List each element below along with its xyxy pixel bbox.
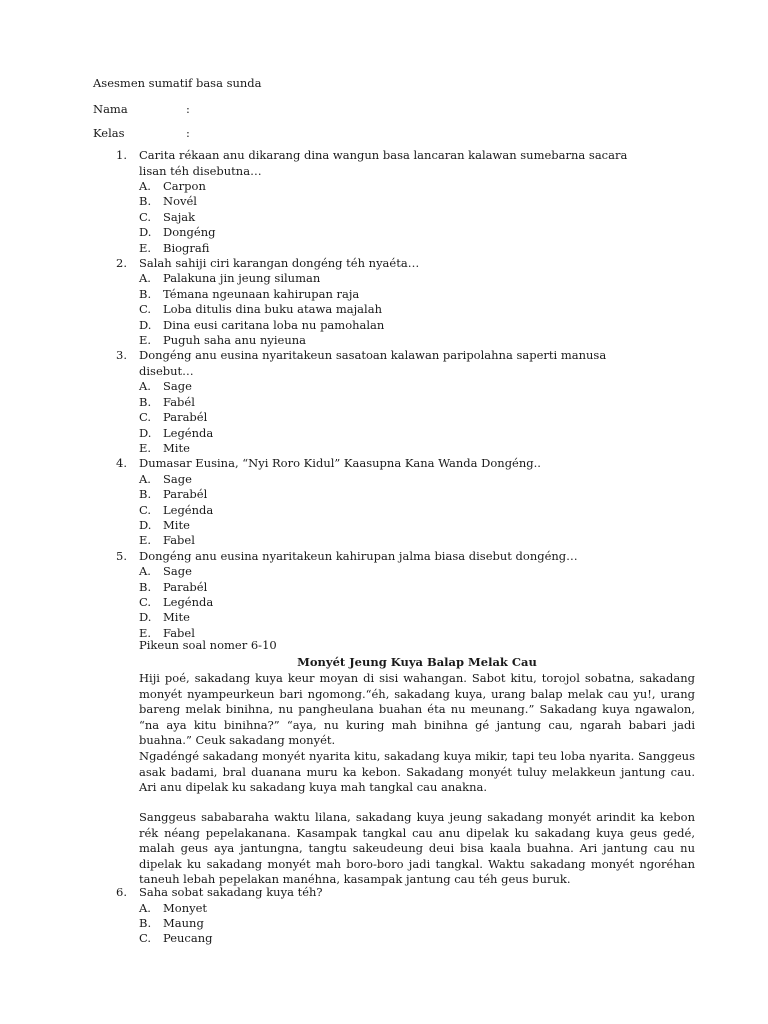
option-text: Loba ditulis dina buku atawa majalah	[163, 302, 382, 317]
option	[139, 333, 768, 348]
question-4	[0, 456, 768, 548]
option-text: Maung	[163, 915, 204, 930]
option-text: Dongéng	[163, 225, 216, 240]
option-text: Fabel	[163, 625, 195, 640]
story-paragraph: Ngadéngé sakadang monyét nyarita kitu, sakadang kuya mikir, tapi teu loba nyarita. Sanggeus asak badami, bral duanana muru ka kebon. Sakadang monyét tuluy melakkeun jantung cau. Ari anu dipelak ku sakadang kuya mah tangkal cau anakna.	[139, 749, 695, 795]
option-letter: B.	[139, 286, 152, 301]
option-text: Sajak	[163, 209, 196, 224]
option-letter: B.	[139, 194, 152, 209]
option-letter: C.	[139, 931, 152, 946]
option	[139, 503, 768, 518]
option-letter: C.	[139, 502, 152, 517]
option-letter: B.	[139, 487, 152, 502]
option	[139, 271, 768, 286]
option	[139, 472, 768, 487]
option-text: Fabel	[163, 533, 195, 548]
story-title: Monyét Jeung Kuya Balap Melak Cau	[297, 655, 537, 669]
option-letter: A.	[139, 564, 151, 579]
question-text: Carita rékaan anu dikarang dina wangun basa lancaran kalawan sumebarna sacara lisan téh disebutna…	[139, 148, 628, 178]
option-text: Biografi	[163, 240, 210, 255]
option-text: Legénda	[163, 502, 214, 517]
option-text: Palakuna jin jeung siluman	[163, 271, 321, 286]
option	[139, 487, 768, 502]
option-letter: B.	[139, 579, 152, 594]
option	[139, 395, 768, 410]
option-letter: B.	[139, 915, 152, 930]
option-letter: E.	[139, 533, 152, 548]
name-colon: :	[186, 102, 190, 116]
option	[139, 318, 768, 333]
option-letter: A.	[139, 471, 151, 486]
name-field	[93, 102, 190, 116]
option-text: Sage	[163, 379, 192, 394]
question-1	[0, 148, 768, 256]
question-number: 2.	[116, 255, 127, 270]
class-field	[93, 126, 190, 140]
question-text: Dongéng anu eusina nyaritakeun sasatoan kalawan paripolahna saperti manusa disebut…	[139, 348, 607, 378]
option-letter: B.	[139, 394, 152, 409]
option-text: Parabél	[163, 410, 208, 425]
question-number: 5.	[116, 548, 127, 563]
option-letter: C.	[139, 410, 152, 425]
question-text: Salah sahiji ciri karangan dongéng téh nyaéta…	[139, 255, 420, 270]
option	[139, 210, 768, 225]
option-letter: A.	[139, 900, 151, 915]
option	[139, 241, 768, 256]
option-letter: D.	[139, 317, 152, 332]
story-paragraph: Sanggeus sababaraha waktu lilana, sakadang kuya jeung sakadang monyét arindit ka kebon rék néang pepelakanana. Kasampak tangkal cau anu dipelak ku sakadang kuya geus gedé, malah geus aya jantungna, tangtu sakeudeung deui bisa kaala buahna. Ari jantung cau nu dipelak ku sakadang monyét mah boro-boro jadi tangkal. Waktu sakadang monyét ngoréhan taneuh lebah pepelakan manéhna, kasampak jantung cau téh geus buruk.	[139, 810, 695, 887]
option	[139, 916, 768, 931]
option-text: Legénda	[163, 595, 214, 610]
option	[139, 179, 768, 194]
name-label: Nama	[93, 102, 128, 116]
question-number: 1.	[116, 148, 127, 162]
option-text: Sage	[163, 471, 192, 486]
option	[139, 533, 768, 548]
question-3	[0, 348, 768, 456]
reading-intro: Pikeun soal nomer 6-10	[139, 638, 277, 652]
option-text: Témana ngeunaan kahirupan raja	[163, 286, 360, 301]
question-5	[0, 549, 768, 641]
option-letter: A.	[139, 379, 151, 394]
option-letter: C.	[139, 209, 152, 224]
class-colon: :	[186, 126, 190, 140]
option	[139, 410, 768, 425]
question-text: Dongéng anu eusina nyaritakeun kahirupan jalma biasa disebut dongéng…	[139, 548, 578, 563]
option	[139, 580, 768, 595]
option-letter: C.	[139, 595, 152, 610]
option-letter: E.	[139, 440, 152, 455]
option-text: Carpon	[163, 179, 206, 193]
option-letter: D.	[139, 518, 152, 533]
option-text: Novél	[163, 194, 197, 209]
option	[139, 931, 768, 946]
option-letter: D.	[139, 425, 152, 440]
option	[139, 564, 768, 579]
option	[139, 379, 768, 394]
option-text: Legénda	[163, 425, 214, 440]
option-letter: D.	[139, 225, 152, 240]
option-text: Monyet	[163, 900, 208, 915]
option	[139, 518, 768, 533]
option-letter: E.	[139, 240, 152, 255]
option-text: Parabél	[163, 579, 208, 594]
option-text: Peucang	[163, 931, 213, 946]
question-text: Dumasar Eusina, “Nyi Roro Kidul” Kaasupna Kana Wanda Dongéng..	[139, 456, 541, 471]
option-letter: C.	[139, 302, 152, 317]
question-number: 6.	[116, 885, 127, 899]
question-2	[0, 256, 768, 348]
option	[139, 610, 768, 625]
option	[139, 225, 768, 240]
option	[139, 901, 768, 916]
option-text: Mite	[163, 518, 190, 533]
option-text: Puguh saha anu nyieuna	[163, 333, 307, 348]
option-letter: E.	[139, 333, 152, 348]
option	[139, 441, 768, 456]
story-paragraph: Hiji poé, sakadang kuya keur moyan di sisi wahangan. Sabot kitu, torojol sobatna, sakadang monyét nyampeurkeun bari ngomong.“éh, sakadang kuya, urang balap melak cau yu!, urang bareng melak binihna, nu pangheulana buahan éta nu meunang.” Sakadang kuya ngawalon, “na aya kitu binihna?” “aya, nu kuring mah binihna gé jantung cau, ngarah babari jadi buahna.” Ceuk sakadang monyét.	[139, 671, 695, 748]
option-letter: A.	[139, 271, 151, 286]
option	[139, 426, 768, 441]
option-text: Mite	[163, 610, 190, 625]
class-label: Kelas	[93, 126, 125, 140]
option	[139, 302, 768, 317]
option-text: Mite	[163, 440, 190, 455]
option-text: Fabél	[163, 394, 195, 409]
option	[139, 194, 768, 209]
option	[139, 595, 768, 610]
document-title: Asesmen sumatif basa sunda	[93, 76, 262, 90]
question-number: 4.	[116, 456, 127, 471]
option-letter: E.	[139, 625, 152, 640]
question-text: Saha sobat sakadang kuya téh?	[139, 885, 323, 899]
question-6	[0, 885, 768, 947]
option	[139, 287, 768, 302]
option-letter: A.	[139, 179, 151, 193]
option-text: Parabél	[163, 487, 208, 502]
question-list	[0, 148, 768, 641]
option-text: Sage	[163, 564, 192, 579]
option-text: Dina eusi caritana loba nu pamohalan	[163, 317, 385, 332]
option-letter: D.	[139, 610, 152, 625]
question-number: 3.	[116, 348, 127, 363]
